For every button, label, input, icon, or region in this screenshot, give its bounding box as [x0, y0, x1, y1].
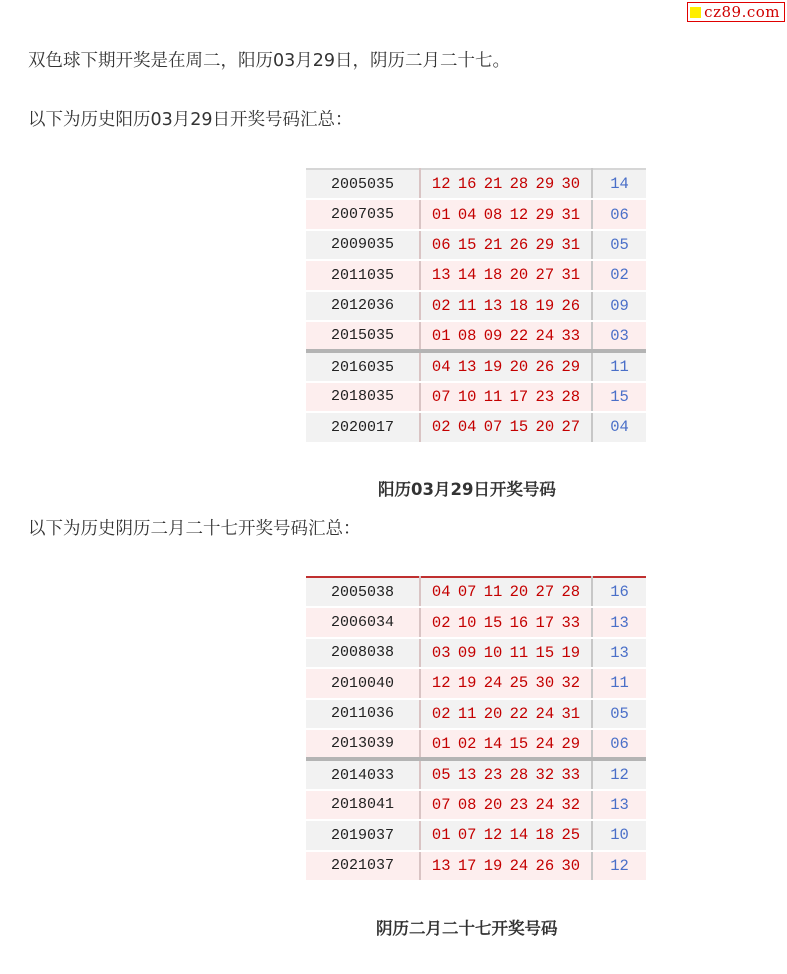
- blue-ball-number: 09: [592, 291, 646, 321]
- red-ball-numbers: 13 14 18 20 27 31: [420, 260, 592, 290]
- lunar-date-results-table: [306, 576, 646, 882]
- blue-ball-number: 14: [592, 169, 646, 199]
- blue-ball-number: 04: [592, 412, 646, 442]
- blue-ball-number: 12: [592, 851, 646, 881]
- issue-number: 2007035: [306, 199, 420, 229]
- blue-ball-number: 11: [592, 668, 646, 698]
- blue-ball-number: 12: [592, 759, 646, 789]
- issue-number: 2018035: [306, 382, 420, 412]
- red-ball-numbers: 04 13 19 20 26 29: [420, 351, 592, 381]
- issue-number: 2018041: [306, 790, 420, 820]
- logo-square-icon: [690, 7, 701, 18]
- table-row: [306, 759, 646, 789]
- lunar-table-caption: 阴历二月二十七开奖号码: [376, 919, 558, 938]
- table-row: [306, 820, 646, 850]
- blue-ball-number: 06: [592, 729, 646, 759]
- issue-number: 2020017: [306, 412, 420, 442]
- blue-ball-number: 03: [592, 321, 646, 351]
- issue-number: 2019037: [306, 820, 420, 850]
- logo-text: cz89.com: [704, 3, 780, 21]
- issue-number: 2013039: [306, 729, 420, 759]
- table-row: [306, 790, 646, 820]
- issue-number: 2006034: [306, 607, 420, 637]
- red-ball-numbers: 13 17 19 24 26 30: [420, 851, 592, 881]
- table-row: [306, 199, 646, 229]
- table-row: [306, 699, 646, 729]
- lunar-history-heading: 以下为历史阴历二月二十七开奖号码汇总：: [28, 519, 361, 539]
- blue-ball-number: 13: [592, 638, 646, 668]
- red-ball-numbers: 12 16 21 28 29 30: [420, 169, 592, 199]
- solar-table-caption: 阳历03月29日开奖号码: [378, 480, 556, 499]
- blue-ball-number: 06: [592, 199, 646, 229]
- blue-ball-number: 13: [592, 790, 646, 820]
- issue-number: 2011035: [306, 260, 420, 290]
- next-draw-info: 双色球下期开奖是在周二，阳历03月29日，阴历二月二十七。: [28, 51, 511, 71]
- red-ball-numbers: 02 11 20 22 24 31: [420, 699, 592, 729]
- table-row: [306, 291, 646, 321]
- blue-ball-number: 05: [592, 699, 646, 729]
- blue-ball-number: 13: [592, 607, 646, 637]
- red-ball-numbers: 01 07 12 14 18 25: [420, 820, 592, 850]
- issue-number: 2010040: [306, 668, 420, 698]
- solar-table-body: [306, 169, 646, 443]
- issue-number: 2012036: [306, 291, 420, 321]
- table-row: [306, 351, 646, 381]
- red-ball-numbers: 01 08 09 22 24 33: [420, 321, 592, 351]
- red-ball-numbers: 02 04 07 15 20 27: [420, 412, 592, 442]
- table-row: [306, 851, 646, 881]
- issue-number: 2005038: [306, 577, 420, 607]
- table-row: [306, 412, 646, 442]
- blue-ball-number: 11: [592, 351, 646, 381]
- table-row: [306, 169, 646, 199]
- red-ball-numbers: 03 09 10 11 15 19: [420, 638, 592, 668]
- table-row: [306, 638, 646, 668]
- table-row: [306, 668, 646, 698]
- issue-number: 2008038: [306, 638, 420, 668]
- red-ball-numbers: 12 19 24 25 30 32: [420, 668, 592, 698]
- issue-number: 2009035: [306, 230, 420, 260]
- blue-ball-number: 10: [592, 820, 646, 850]
- lunar-table-body: [306, 577, 646, 881]
- red-ball-numbers: 04 07 11 20 27 28: [420, 577, 592, 607]
- red-ball-numbers: 06 15 21 26 29 31: [420, 230, 592, 260]
- table-row: [306, 321, 646, 351]
- site-logo[interactable]: [687, 2, 785, 22]
- blue-ball-number: 16: [592, 577, 646, 607]
- issue-number: 2016035: [306, 351, 420, 381]
- issue-number: 2011036: [306, 699, 420, 729]
- red-ball-numbers: 07 08 20 23 24 32: [420, 790, 592, 820]
- table-row: [306, 382, 646, 412]
- red-ball-numbers: 02 11 13 18 19 26: [420, 291, 592, 321]
- red-ball-numbers: 01 04 08 12 29 31: [420, 199, 592, 229]
- issue-number: 2021037: [306, 851, 420, 881]
- solar-history-heading: 以下为历史阳历03月29日开奖号码汇总：: [28, 110, 353, 130]
- blue-ball-number: 02: [592, 260, 646, 290]
- red-ball-numbers: 01 02 14 15 24 29: [420, 729, 592, 759]
- issue-number: 2015035: [306, 321, 420, 351]
- table-row: [306, 577, 646, 607]
- issue-number: 2005035: [306, 169, 420, 199]
- table-row: [306, 607, 646, 637]
- blue-ball-number: 05: [592, 230, 646, 260]
- red-ball-numbers: 05 13 23 28 32 33: [420, 759, 592, 789]
- blue-ball-number: 15: [592, 382, 646, 412]
- table-row: [306, 230, 646, 260]
- red-ball-numbers: 07 10 11 17 23 28: [420, 382, 592, 412]
- table-row: [306, 729, 646, 759]
- solar-date-results-table: [306, 168, 646, 444]
- red-ball-numbers: 02 10 15 16 17 33: [420, 607, 592, 637]
- issue-number: 2014033: [306, 759, 420, 789]
- table-row: [306, 260, 646, 290]
